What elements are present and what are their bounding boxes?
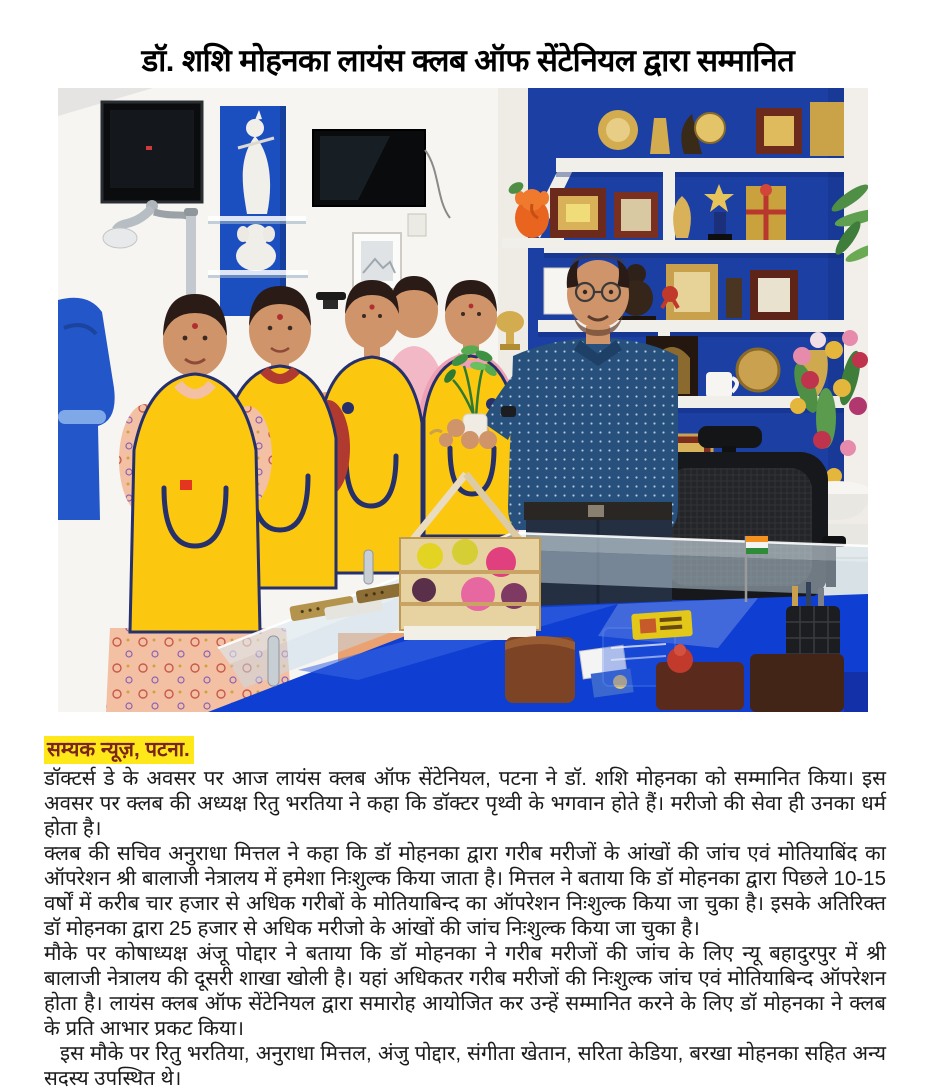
blue-box xyxy=(844,672,868,712)
news-photo-illustration xyxy=(58,88,868,712)
article-paragraph: डॉक्टर्स डे के अवसर पर आज लायंस क्लब ऑफ सेंटेनियल, पटना ने डॉ. शशि मोहनका को सम्मानित किया। इस अवसर पर क्लब की अध्यक्ष रितु भरतिया ने कहा कि डॉक्टर पृथ्वी के भगवान होते हैं। मरीजो की सेवा ही उनका धर्म होता है। xyxy=(44,767,886,840)
dateline-highlight: सम्यक न्यूज़, पटना. xyxy=(44,736,194,764)
desk-organizer xyxy=(750,654,844,712)
article-body xyxy=(44,736,886,1091)
article-paragraph: इस मौके पर रितु भरतिया, अनुराधा मित्तल, अंजु पोद्दार, संगीता खेतान, सरिता केडिया, बरखा मोहनका सहित अन्य सदस्य उपस्थित थे। xyxy=(44,1042,886,1090)
wooden-box xyxy=(505,636,575,703)
yellow-card xyxy=(631,610,693,640)
news-photo xyxy=(58,88,868,712)
page-title: डॉ. शशि मोहनका लायंस क्लब ऑफ सेंटेनियल द्वारा सम्मानित xyxy=(141,43,795,78)
article-paragraph: क्लब की सचिव अनुराधा मित्तल ने कहा कि डॉ मोहनका द्वारा गरीब मरीजों के आंखों की जांच एवं मोतियाबिंद का ऑपरेशन श्री बालाजी नेत्रालय में हमेशा निःशुल्क किया जाता है। मित्तल ने बताया कि डॉ मोहनका द्वारा पिछले 10-15 वर्षों में करीब चार हजार से अधिक गरीबों के मोतियाबिन्द का ऑपरेशन निःशुल्क किया जा चुका है। इसके अतिरिक्त डॉ मोहनका द्वारा 25 हजार से अधिक मरीजो के आंखों की जांच निःशुल्क किया जा चुका है। xyxy=(44,842,886,940)
article-paragraph: मौके पर कोषाध्यक्ष अंजू पोद्दार ने बताया कि डॉ मोहनका ने गरीब मरीजों की जांच के लिए न्यू बहादुरपुर में श्री बालाजी नेत्रालय की दूसरी शाखा खोली है। यहां अधिकतर गरीब मरीजों की निःशुल्क जांच एवं मोतियाबिन्द ऑपरेशन होता है। लायंस क्लब ऑफ सेंटेनियल द्वारा समारोह आयोजित कर उन्हें सम्मानित करने के लिए डॉ मोहनका ने क्लब के प्रति आभार प्रकट किया। xyxy=(44,942,886,1040)
